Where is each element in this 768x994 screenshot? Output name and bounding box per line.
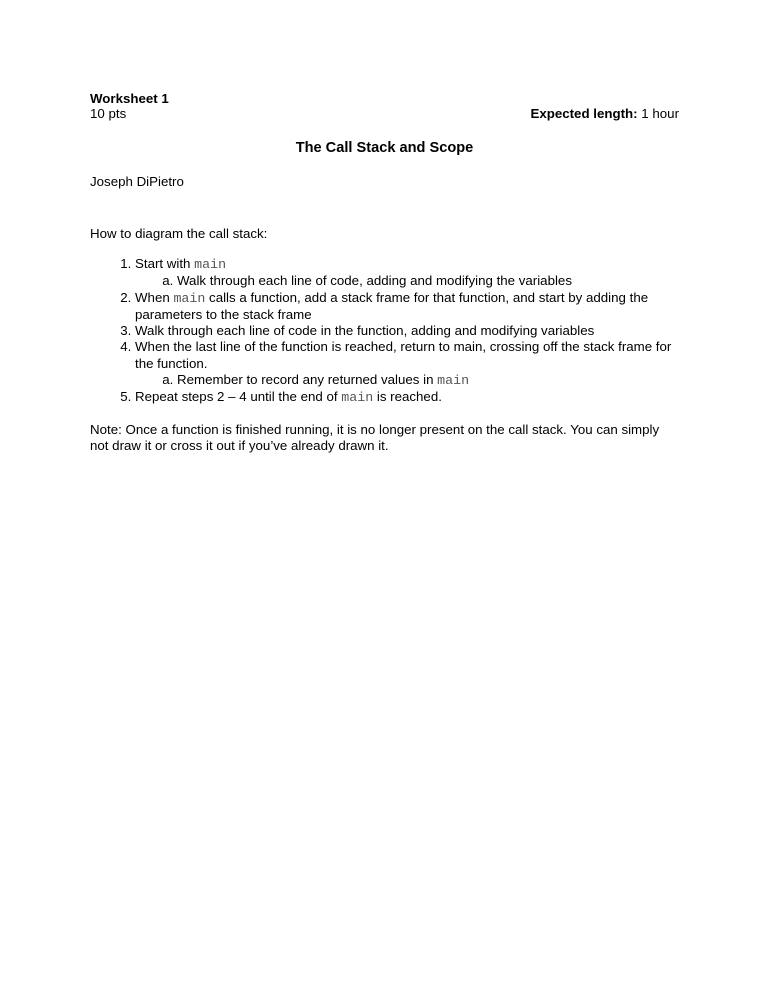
step-4 [135,339,679,389]
points-label: 10 pts [90,106,127,121]
step-4-text: When the last line of the function is reached, return to main, crossing off the stack frame for the function. [135,339,672,371]
page-title: The Call Stack and Scope [295,140,474,156]
step-1a: a. Walk through each line of code, adding and modifying the variables [177,273,679,289]
expected-length-value: 1 hour [641,106,679,121]
code-main: main [194,257,227,272]
expected-length [530,106,679,121]
step-4a-pre: Remember to record any returned values in [177,372,438,388]
step-4a [177,372,679,389]
header-row [90,106,679,121]
step-3: 3. Walk through each line of code in the function, adding and modifying variables [135,323,679,339]
step-2 [135,290,679,324]
steps-list [90,256,679,407]
step-5-pre: Repeat steps 2 – 4 until the end of [135,389,342,405]
step-2-pre: When [135,289,174,305]
step-1-text: Start with [135,256,195,271]
worksheet-label: Worksheet 1 [90,91,169,106]
worksheet-page [90,91,679,454]
note-paragraph: Note: Once a function is finished running, it is no longer present on the call stack. You can simply not draw it or cross it out if you’ve already drawn it. [90,421,660,453]
step-2-post: calls a function, add a stack frame for that function, and start by adding the parameters to the stack frame [135,289,649,322]
intro-text: How to diagram the call stack: [90,226,268,241]
code-main: main [437,373,470,389]
code-main: main [341,390,374,406]
expected-length-label: Expected length: [530,106,638,121]
code-main: main [173,290,206,306]
step-1-sublist [135,273,679,289]
step-4-sublist [135,372,679,389]
step-5 [135,389,679,406]
step-1 [135,256,679,290]
author-name: Joseph DiPietro [90,174,184,189]
step-5-post: is reached. [373,389,442,405]
